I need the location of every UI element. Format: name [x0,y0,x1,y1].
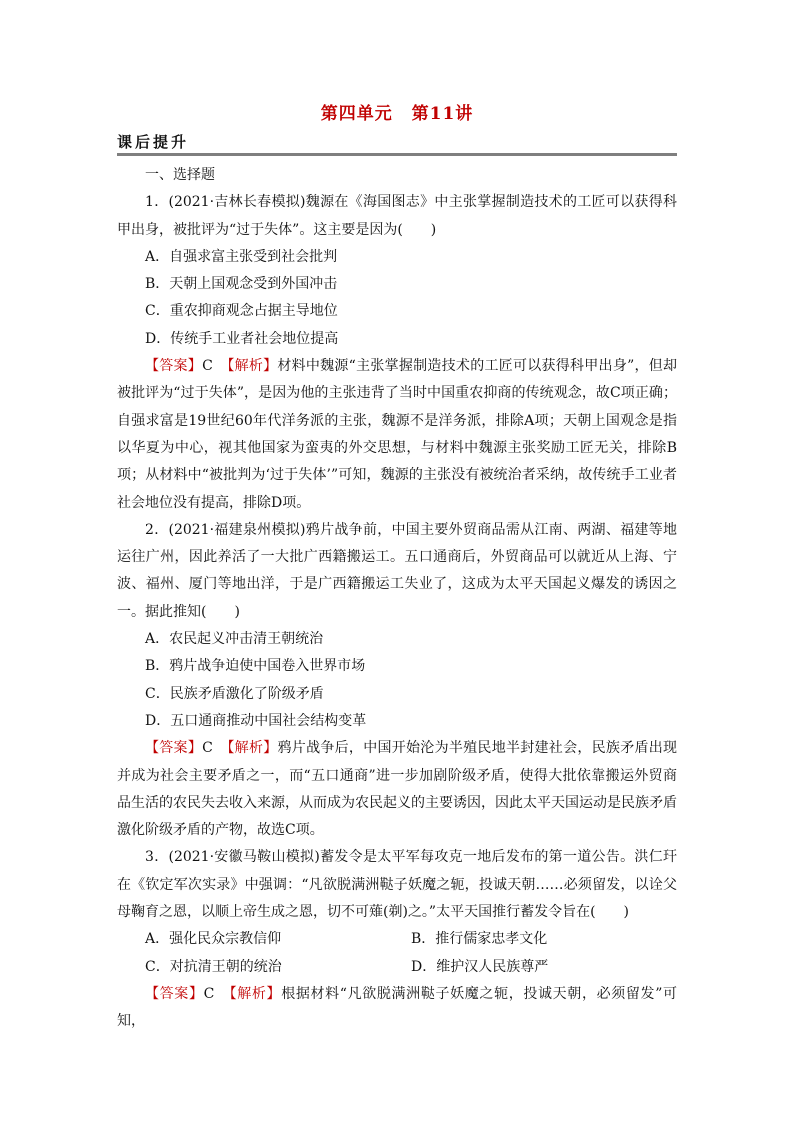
question-3-option-d: D．维护汉人民族尊严 [411,958,549,975]
question-3-stem: 3．(2021·安徽马鞍山模拟)蓄发令是太平军每攻克一地后发布的第一道公告。洪仁玕在《钦定军次实录》中强调：“凡欲脱满洲鞑子妖魔之轭，投诚天朝……必须留发，以诠父母鞠育之恩，以顺上帝生成之恩，切不可薙(剃)之。”太平天国推行蓄发令旨在( ) [117,849,677,921]
page-title [0,99,794,124]
question-3-option-a: A．强化民众宗教信仰 [145,931,282,948]
question-2-option-a: A．农民起义冲击清王朝统治 [145,631,324,648]
question-1-option-d: D．传统手工业者社会地位提高 [145,330,339,347]
analysis-tag: 【解析】 [227,740,278,757]
question-1-option-a: A．自强求富主张受到社会批判 [145,248,338,265]
question-3-option-c: C．对抗清王朝的统治 [145,958,282,975]
question-3-options-row-2 [117,954,677,981]
question-2-option-b: B．鸦片战争迫使中国卷入世界市场 [145,658,366,675]
answer-tag: 【答案】 [145,358,203,375]
answer-value: C [202,740,213,757]
question-1-stem: 1．(2021·吉林长春模拟)魏源在《海国图志》中主张掌握制造技术的工匠可以获得科甲出身，被批评为“过于失体”。这主要是因为( ) [117,194,677,238]
question-2-answer [117,735,677,844]
question-2-option-c: C．民族矛盾激化了阶级矛盾 [145,685,324,702]
divider [117,153,677,156]
section-title: 课后提升 [117,133,190,151]
question-3-option-b: B．推行儒家忠孝文化 [411,931,548,948]
lesson-title: 第11讲 [411,104,474,124]
question-1-option-c: C．重农抑商观念占据主导地位 [145,303,338,320]
question-1-answer [117,353,677,517]
unit-title: 第四单元 [320,104,393,124]
answer-tag: 【答案】 [145,985,204,1002]
analysis-tag: 【解析】 [227,358,278,375]
answer-value: C [203,985,215,1002]
question-2-option-d: D．五口通商推动中国社会结构变革 [145,712,367,729]
question-2-stem: 2．(2021·福建泉州模拟)鸦片战争前，中国主要外贸商品需从江南、两湖、福建等地运往广州，因此养活了一大批广西籍搬运工。五口通商后，外贸商品可以就近从上海、宁波、福州、厦门等地出洋，于是广西籍搬运工失业了，这成为太平天国起义爆发的诱因之一。据此推知( ) [117,521,677,620]
question-3-answer [117,981,677,1036]
part-title: 一、选择题 [145,167,215,183]
question-content [117,162,677,1036]
question-3-options-row-1 [117,926,677,953]
question-1-option-b: B．天朝上国观念受到外国冲击 [145,276,338,293]
analysis-text: 鸦片战争后，中国开始沦为半殖民地半封建社会，民族矛盾出现并成为社会主要矛盾之一，而“五口通商”进一步加剧阶级矛盾，使得大批依靠搬运外贸商品生活的农民失去收入来源，从而成为农民起义的主要诱因，因此太平天国运动是民族矛盾激化阶级矛盾的产物，故选C项。 [117,740,678,839]
answer-value: C [202,358,213,375]
analysis-text: 材料中魏源“主张掌握制造技术的工匠可以获得科甲出身”，但却被批评为“过于失体”，是因为他的主张违背了当时中国重农抑商的传统观念，故C项正确；自强求富是19世纪60年代洋务派的主张，魏源不是洋务派，排除A项；天朝上国观念是指以华夏为中心，视其他国家为蛮夷的外交思想，与材料中魏源主张奖励工匠无关，排除B项；从材料中“被批判为‘过于失体’”可知，魏源的主张没有被统治者采纳，故传统手工业者社会地位没有提高，排除D项。 [117,358,678,511]
analysis-tag: 【解析】 [229,985,282,1002]
answer-tag: 【答案】 [145,740,203,757]
analysis-text: 根据材料“凡欲脱满洲鞑子妖魔之轭，投诚天朝，必须留发”可知， [117,985,677,1030]
